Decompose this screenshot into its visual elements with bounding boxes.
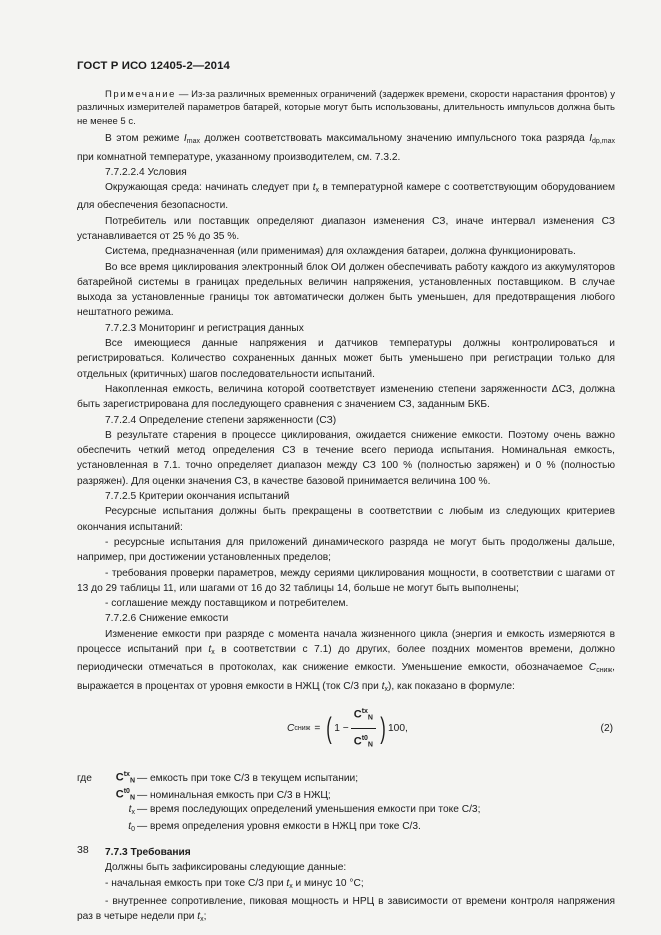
text-run: при комнатной температуре, указанному производителем, см. 7.3.2. [77, 151, 401, 163]
page-number: 38 [77, 844, 89, 856]
subscript: N [367, 742, 373, 750]
text-run: и минус 10 °С; [292, 877, 364, 889]
paragraph-aging: В результате старения в процессе циклирования, ожидается снижение емкости. Поэтому очень важно обеспечить четкий метод определения СЗ в течение всего периода испытания. Номинальная емкость, установленная в 7.1. точно определяет диапазон между СЗ 100 % (полностью заряжен) и 0 % (полностью разряжен). Для оценки значения СЗ, в качестве базовой принимается величина 100 %. [77, 429, 615, 487]
right-paren: ) [380, 711, 386, 745]
symbol: C [588, 662, 597, 674]
symbol: C [115, 789, 124, 802]
list-item: - требования проверки параметров, между сериями циклирования мощности, в соответствии с шагами от 13 до 29 таблицы 11, или шагами от 16 до 32 таблицы 14, больше не могут быть выполнены; [77, 567, 615, 594]
section-heading-7-7-2-6: 7.7.2.6 Снижение емкости [105, 613, 229, 625]
list-item: - соглашение между поставщиком и потребителем. [105, 598, 349, 610]
where-symbol [103, 819, 137, 837]
symbol: t [286, 877, 290, 889]
section-heading-7-7-2-5: 7.7.2.5 Критерии окончания испытаний [105, 491, 290, 503]
subscript: сниж [596, 667, 613, 675]
symbol: C [353, 709, 362, 722]
left-paren: ( [326, 711, 333, 745]
note-paragraph [77, 88, 615, 128]
superscript: t0 [123, 788, 130, 796]
text-run: Окружающая среда: начинать следует при [105, 182, 313, 194]
formula-block [77, 701, 615, 759]
text-run: - внутреннее сопротивление, пиковая мощность и НРЦ в зависимости от времени контроля напряжения раз в четыре недели при [77, 895, 615, 923]
text-run: Изменение емкости при разряде с момента начала жизненного цикла (энергия и емкость измеряются в процессе испытаний при [77, 628, 615, 656]
symbol: t [381, 680, 385, 692]
list-item [77, 894, 615, 928]
where-text: — номинальная емкость при С/3 в НЖЦ; [137, 790, 331, 802]
section-heading-7-7-2-4: 7.7.2.4 Определение степени заряженности (СЗ) [105, 414, 337, 426]
list-item [77, 876, 615, 894]
subscript: x [315, 187, 320, 195]
text-run: в температурной камере с соответствующим оборудованием для обеспечения безопасности. [77, 182, 615, 212]
list-item: - ресурсные испытания для приложений динамического разряда не могут быть продолжены дальше, например, при достижении установленных пределов; [77, 536, 615, 564]
subscript: max [186, 138, 200, 146]
note-text: — Из-за различных временных ограничений (задержек времени, скорости нарастания фронтов) у различных измерителей параметров батарей, которые могут быть использованы, длительность импульсов должна быть не менее 5 с. [77, 89, 615, 127]
text-run: ), как показано в формуле: [387, 680, 515, 692]
superscript: tx [123, 770, 130, 778]
paragraph-monitoring: Все имеющиеся данные напряжения и датчиков температуры должны контролироваться и регистрироваться. Количество сохраненных данных может быть уменьшено при регистрации только для отдельных (критичных) шагов последовательности испытаний. [77, 338, 615, 380]
where-label: где [77, 772, 92, 784]
symbol: t [128, 821, 132, 833]
formula-capacity-fade [287, 707, 408, 751]
paragraph-environment [77, 180, 615, 214]
section-heading-7-7-2-3: 7.7.2.3 Мониторинг и регистрация данных [105, 322, 304, 334]
symbol: C [353, 736, 362, 749]
subscript: dp,max [592, 138, 615, 146]
note-label: Примечание [105, 89, 176, 100]
paragraph-imax [77, 131, 615, 165]
formula-lhs: C [287, 723, 295, 735]
paragraph-end-criteria: Ресурсные испытания должны быть прекращены в соответствии с любым из следующих критериев окончания испытаний: [77, 506, 615, 533]
where-symbol [103, 802, 137, 820]
equals-sign: = [314, 723, 321, 735]
superscript: tx [361, 708, 368, 716]
symbol: C [115, 771, 124, 784]
where-block [77, 767, 615, 837]
symbol: t [128, 803, 132, 815]
where-text: — время определения уровня емкости в НЖЦ при токе С/3. [137, 821, 421, 833]
subscript: x [289, 882, 293, 890]
text-run: должен соответствовать максимальному значению импульсного тока разряда [199, 133, 590, 145]
text-run: В этом режиме [105, 133, 184, 145]
document-body [77, 88, 615, 927]
subscript: N [129, 795, 135, 803]
fraction-numerator [351, 704, 376, 729]
text-run: ; [203, 911, 207, 923]
text-run: в соответствии с 7.1) до других, более поздних моментов времени, должно периодически отмечаться в протоколах, как снижение емкости. Уменьшение емкости, обозначаемое [77, 644, 615, 674]
paragraph-accumulated-capacity: Накопленная емкость, величина которой соответствует изменению степени заряженности ΔСЗ, должна быть зарегистрирована для последующего сравнения с значением СЗ, заданным БКБ. [77, 383, 615, 411]
where-row [77, 819, 615, 837]
fraction [351, 704, 376, 753]
subscript: сниж [294, 725, 311, 733]
where-text: — емкость при токе С/3 в текущем испытании; [137, 772, 359, 784]
text-run: - начальная емкость при токе С/3 при [105, 877, 287, 889]
standard-header: ГОСТ Р ИСО 12405-2—2014 [77, 60, 230, 72]
symbol: I [589, 133, 593, 145]
paragraph-cooling: Система, предназначенная (или применимая) для охлаждения батареи, должна функционировать. [105, 246, 576, 258]
symbol: t [197, 911, 201, 923]
paragraph-bms: Во все время циклирования электронный блок ОИ должен обеспечивать работу каждого из аккумуляторов батарейной системы в границах предельных величин напряжения, установленных поставщиком. В случае выхода за установленные границы ток автоматически должен быть уменьшен, для предотвращения любого нештатного режима. [77, 261, 615, 319]
section-heading-7-7-2-2-4: 7.7.2.2.4 Условия [105, 166, 187, 178]
formula-tail: 100, [387, 723, 408, 735]
equation-number: (2) [600, 722, 613, 734]
subscript: x [200, 916, 204, 924]
where-row [77, 767, 615, 785]
fraction-denominator [354, 729, 373, 753]
text-run: , выражается в процентах от уровня емкости в НЖЦ (ток С/3 при [77, 662, 615, 692]
symbol: t [312, 182, 316, 194]
paragraph-requirements: Должны быть зафиксированы следующие данные: [105, 862, 347, 874]
superscript: t0 [361, 735, 368, 743]
where-row [77, 802, 615, 820]
subscript: N [367, 715, 373, 723]
subscript: x [131, 808, 135, 816]
subscript: x [211, 649, 215, 657]
where-row [77, 784, 615, 802]
subscript: x [384, 685, 388, 693]
subscript: N [129, 777, 135, 785]
symbol: t [208, 644, 212, 656]
where-text: — время последующих определений уменьшения емкости при токе С/3; [137, 803, 481, 815]
formula-one-minus: 1 − [334, 723, 349, 735]
section-heading-7-7-3: 7.7.3 Требования [105, 846, 191, 858]
subscript: 0 [131, 826, 135, 834]
paragraph-capacity-fade [77, 627, 615, 697]
paragraph-soc-range: Потребитель или поставщик определяют диапазон изменения СЗ, иначе интервал изменения СЗ устанавливается от 25 % до 35 %. [77, 215, 615, 242]
symbol: I [183, 133, 187, 145]
